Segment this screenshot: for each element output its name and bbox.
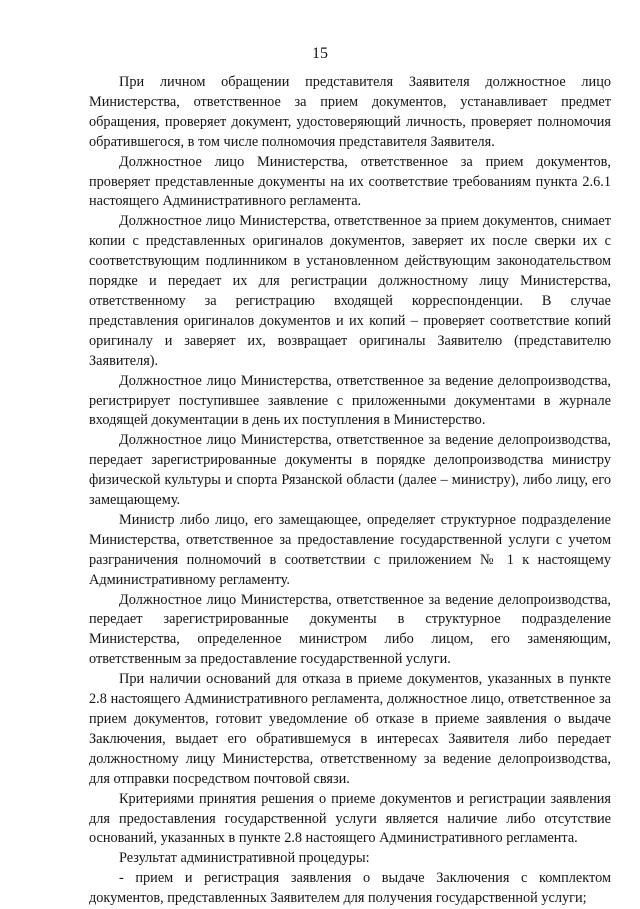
page-number: 15 [312, 45, 328, 62]
paragraph-8: При наличии оснований для отказа в приеме документов, указанных в пункте 2.8 настоящего Административного регламента, должностное лицо, ответственное за прием документов, готовит уведомление об отказе в приеме заявления о выдаче Заключения, выдает его обратившемуся в интересах Заявителя либо передает должностному лицу Министерства, ответственному за ведение делопроизводства, для отправки посредством почтовой связи. [89, 671, 611, 787]
paragraph-3: Должностное лицо Министерства, ответственное за прием документов, снимает копии с представленных оригиналов документов, заверяет их после сверки их с соответствующим подлинником в установленном действующим законодательством порядке и передает их для регистрации должностному лицу Министерства, ответственному за регистрацию входящей корреспонденции. В случае представления оригиналов документов и их копий – проверяет соответствие копий оригиналу и заверяет их, возвращает оригиналы Заявителю (представителю Заявителя). [89, 213, 611, 369]
paragraph-6: Министр либо лицо, его замещающее, определяет структурное подразделение Министерства, ответственное за предоставление государственной услуги с учетом разграничения полномочий в соответствии с приложением № 1 к настоящему Административному регламенту. [89, 511, 611, 588]
paragraph-10: Результат административной процедуры: [119, 850, 370, 867]
paragraph-2: Должностное лицо Министерства, ответственное за прием документов, проверяет представленные документы на их соответствие требованиям пункта 2.6.1 настоящего Административного регламента. [89, 153, 611, 210]
paragraph-4: Должностное лицо Министерства, ответственное за ведение делопроизводства, регистрирует поступившее заявление с приложенными документами в журнале входящей документации в день их поступления в Министерство. [89, 372, 611, 429]
paragraph-5: Должностное лицо Министерства, ответственное за ведение делопроизводства, передает зарегистрированные документы в порядке делопроизводства министру физической культуры и спорта Рязанской области (далее – министру), либо лицу, его замещающему. [89, 432, 611, 509]
paragraph-11: - прием и регистрация заявления о выдаче Заключения с комплектом документов, представленных Заявителем для получения государственной услуги; [89, 870, 611, 907]
paragraph-1: При личном обращении представителя Заявителя должностное лицо Министерства, ответственное за прием документов, устанавливает предмет обращения, проверяет документ, удостоверяющий личность, проверяет полномочия обратившегося, в том числе полномочия представителя Заявителя. [89, 74, 611, 150]
document-body [89, 73, 611, 909]
paragraph-7: Должностное лицо Министерства, ответственное за ведение делопроизводства, передает зарегистрированные документы в структурное подразделение Министерства, определенное министром либо лицом, его заменяющим, ответственным за предоставление государственной услуги. [89, 591, 611, 668]
paragraph-9: Критериями принятия решения о приеме документов и регистрации заявления для предоставления государственной услуги является наличие либо отсутствие оснований, указанных в пункте 2.8 настоящего Административного регламента. [89, 790, 611, 847]
